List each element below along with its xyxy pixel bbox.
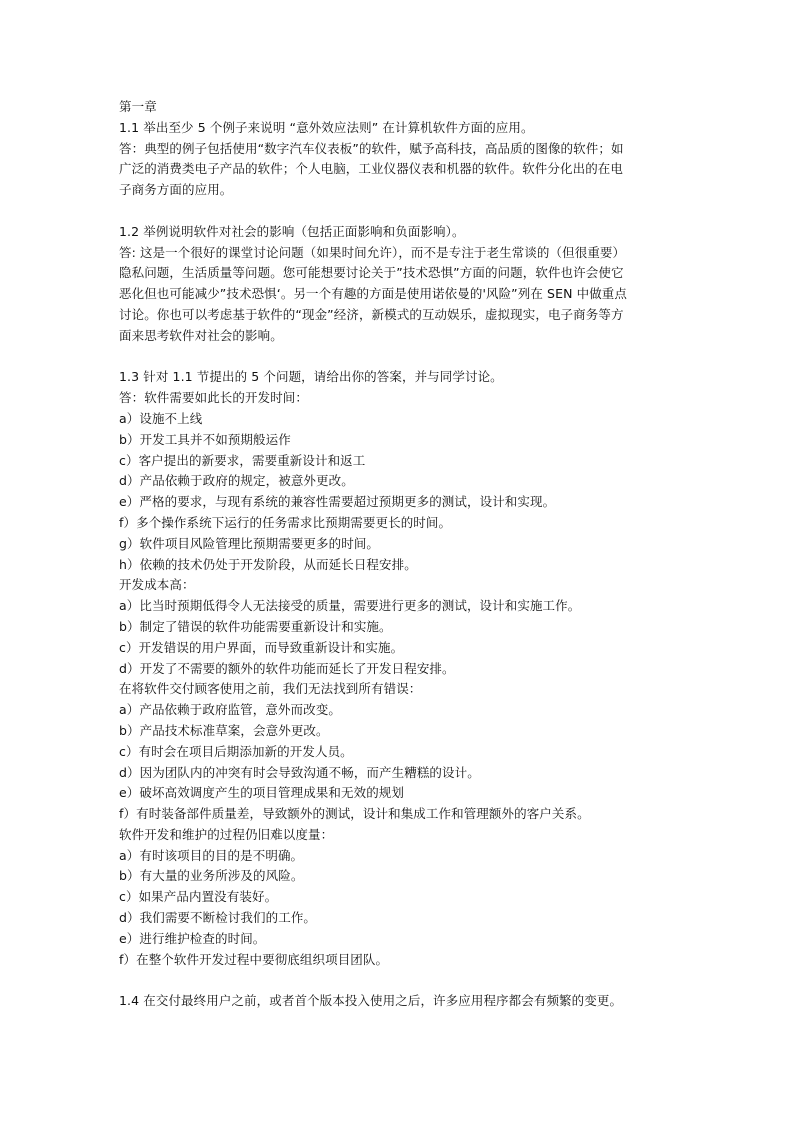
question-1-4: 1.4 在交付最终用户之前，或者首个版本投入使用之后，许多应用程序都会有频繁的变更。 (119, 993, 623, 1009)
answer-1-3-line: 开发成本高： (119, 577, 195, 593)
answer-1-3-line: f）多个操作系统下运行的任务需求比预期需要更长的时间。 (119, 514, 452, 530)
answer-1-3-line: d）开发了不需要的额外的软件功能而延长了开发日程安排。 (119, 660, 455, 676)
answer-1-3-line: a）比当时预期低得令人无法接受的质量，需要进行更多的测试，设计和实施工作。 (119, 598, 581, 614)
answer-1-3-line: a）产品依赖于政府监管，意外而改变。 (119, 702, 341, 718)
answer-1-3-line: d）因为团队内的冲突有时会导致沟通不畅，而产生糟糕的设计。 (119, 764, 480, 780)
answer-1-3-line: 答：软件需要如此长的开发时间： (119, 390, 309, 406)
paragraph-gap (119, 970, 679, 991)
answer-1-3-line: c）如果产品内置没有装好。 (119, 889, 278, 905)
paragraph-gap (119, 347, 679, 368)
answer-1-3-line: c）客户提出的新要求，需要重新设计和返工 (119, 452, 366, 468)
answer-1-1-line: 广泛的消费类电子产品的软件；个人电脑，工业仪器仪表和机器的软件。软件分化出的在电 (119, 161, 624, 177)
answer-1-2-line: 讨论。你也可以考虑基于软件的“现金”经济，新模式的互动娱乐，虚拟现实，电子商务等方 (119, 306, 624, 322)
answer-1-3-line: a）有时该项目的目的是不明确。 (119, 847, 304, 863)
answer-1-3-line: d）我们需要不断检讨我们的工作。 (119, 910, 317, 926)
answer-1-3-line: b）产品技术标准草案，会意外更改。 (119, 722, 329, 738)
answer-1-1-line: 答：典型的例子包括使用“数字汽车仪表板”的软件，赋予高科技，高品质的图像的软件；如 (119, 140, 624, 156)
answer-1-2-line: 恶化但也可能减少”技术恐惧‘。另一个有趣的方面是使用诺依曼的'风险”列在 SEN 中做重点 (119, 286, 627, 302)
answer-1-3-line: h）依赖的技术仍处于开发阶段，从而延长日程安排。 (119, 556, 417, 572)
answer-1-3-line: e）严格的要求，与现有系统的兼容性需要超过预期更多的测试，设计和实现。 (119, 494, 556, 510)
answer-1-3-line: 软件开发和维护的过程仍旧难以度量： (119, 826, 334, 842)
question-1-2: 1.2 举例说明软件对社会的影响（包括正面影响和负面影响）。 (119, 223, 465, 239)
answer-1-3-line: c）有时会在项目后期添加新的开发人员。 (119, 743, 353, 759)
answer-1-3-line: g）软件项目风险管理比预期需要更多的时间。 (119, 535, 380, 551)
answer-1-3-line: f）有时装备部件质量差，导致额外的测试，设计和集成工作和管理额外的客户关系。 (119, 806, 590, 822)
answer-1-3-line: b）开发工具并不如预期般运作 (119, 431, 291, 447)
document-page (119, 97, 679, 1012)
chapter-heading: 第一章 (119, 99, 157, 114)
answer-1-2-line: 隐私问题，生活质量等问题。您可能想要讨论关于”技术恐惧”方面的问题，软件也许会使它 (119, 265, 624, 281)
question-1-3: 1.3 针对 1.1 节提出的 5 个问题，请给出你的答案，并与同学讨论。 (119, 369, 503, 385)
answer-1-3-line: b）制定了错误的软件功能需要重新设计和实施。 (119, 618, 392, 634)
answer-1-3-line: a）设施不上线 (119, 410, 203, 426)
answer-1-3-line: b）有大量的业务所涉及的风险。 (119, 868, 304, 884)
question-1-1: 1.1 举出至少 5 个例子来说明 “意外效应法则” 在计算机软件方面的应用。 (119, 119, 534, 135)
answer-1-1-line: 子商务方面的应用。 (119, 182, 233, 198)
answer-1-3-line: e）破坏高效调度产生的项目管理成果和无效的规划 (119, 785, 404, 801)
answer-1-2-line: 答: 这是一个很好的课堂讨论问题（如果时间允许），而不是专注于老生常谈的（但很重要） (119, 244, 626, 260)
answer-1-3-line: d）产品依赖于政府的规定，被意外更改。 (119, 473, 354, 489)
answer-1-3-line: 在将软件交付顾客使用之前，我们无法找到所有错误： (119, 681, 422, 697)
answer-1-2-line: 面来思考软件对社会的影响。 (119, 327, 283, 343)
paragraph-gap (119, 201, 679, 222)
answer-1-3-line: e）进行维护检查的时间。 (119, 930, 266, 946)
answer-1-3-line: f）在整个软件开发过程中要彻底组织项目团队。 (119, 951, 389, 967)
answer-1-3-line: c）开发错误的用户界面，而导致重新设计和实施。 (119, 639, 404, 655)
